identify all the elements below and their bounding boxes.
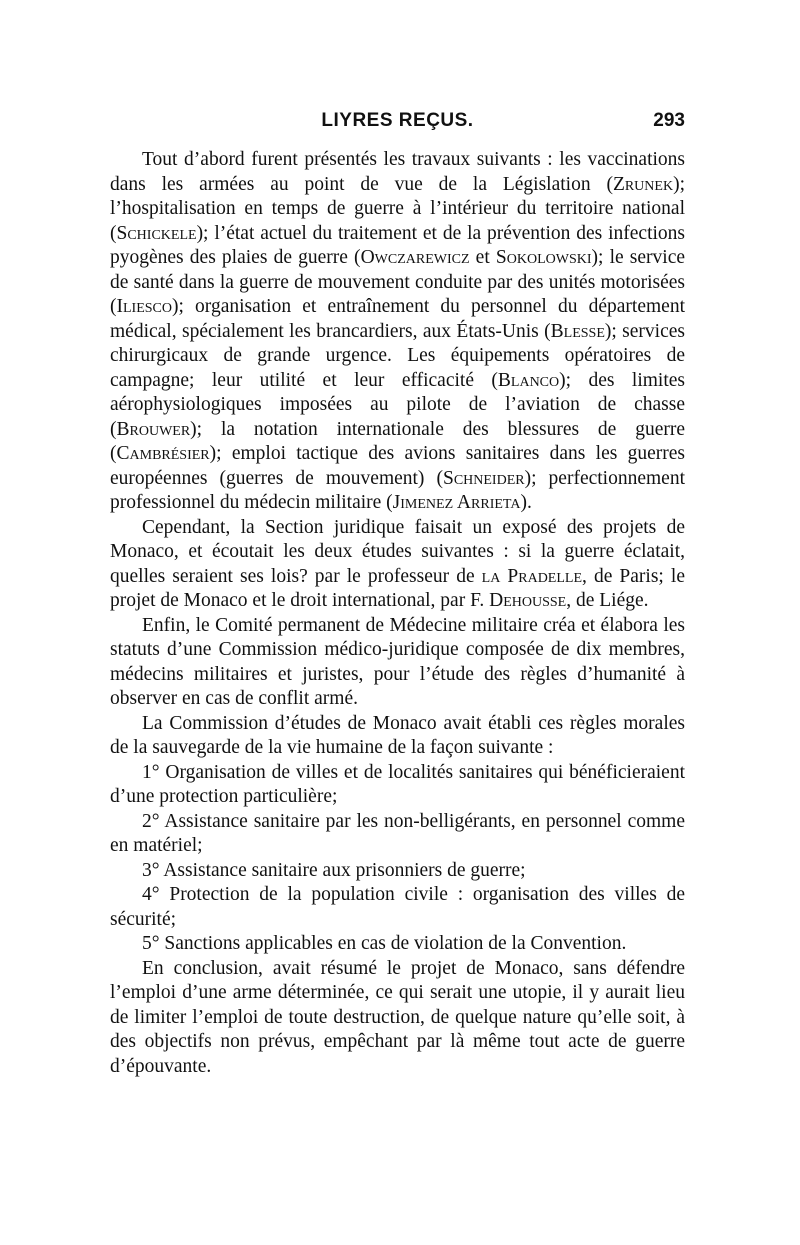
text-run: ).: [520, 492, 532, 513]
enumerated-item: [110, 883, 685, 932]
text-run: 3° Assistance sanitaire aux prisonniers de guerre;: [142, 859, 526, 881]
text-run: ); la notation internationale des blessures de guerre (: [110, 418, 685, 464]
text-run: , de Paris; le projet de Monaco et le droit international, par F.: [110, 565, 685, 611]
text-run: Cependant, la Section juridique faisait un exposé des projets de Monaco, et écoutait les deux études suivantes : si la guerre éclatait, quelles seraient ses lois? par le professeur de: [110, 516, 685, 587]
text-run: ); l’hospitalisation en temps de guerre à l’intérieur du territoire national (: [110, 173, 685, 244]
enumerated-item: [110, 810, 685, 859]
author-name: Sokolowski: [495, 247, 592, 268]
book-page: [110, 110, 685, 1079]
paragraph: [110, 957, 685, 1080]
text-run: ); des limites aérophysiologiques imposées au pilote de l’aviation de chasse (: [110, 369, 685, 440]
paragraph: [110, 614, 685, 712]
paragraph: [110, 516, 685, 614]
body-text: [110, 148, 685, 1079]
text-run: et: [469, 247, 496, 268]
author-name: Brouwer: [116, 418, 191, 440]
author-name: Schneider: [442, 467, 525, 489]
author-name: Schickele: [116, 222, 197, 244]
author-name: Cambrésier: [116, 443, 210, 464]
text-run: , de Liége.: [566, 590, 649, 611]
text-run: ); services chirurgicaux de grande urgence. Les équipements opératoires de campagne; leur utilité et leur efficacité (: [110, 320, 685, 391]
text-run: 5° Sanctions applicables en cas de violation de la Convention.: [142, 933, 627, 954]
text-run: ); perfectionnement professionnel du médecin militaire (: [110, 467, 685, 513]
enumerated-item: [110, 932, 685, 957]
text-run: Tout d’abord furent présentés les travaux suivants : les vaccinations dans les armées au point de vue de la Législation (: [110, 149, 685, 195]
author-name: Blesse: [550, 320, 605, 342]
author-name: la Pradelle: [481, 565, 583, 587]
enumerated-item: [110, 859, 685, 884]
paragraph: [110, 712, 685, 761]
text-run: La Commission d’études de Monaco avait établi ces règles morales de la sauvegarde de la vie humaine de la façon suivante :: [110, 712, 685, 758]
author-name: Dehousse: [489, 590, 567, 611]
enumerated-item: [110, 761, 685, 810]
text-run: Enfin, le Comité permanent de Médecine militaire créa et élabora les statuts d’une Commission médico-juridique composée de dix membres, médecins militaires et juristes, pour l’étude des règles d’humanité à observer en cas de conflit armé.: [110, 614, 685, 709]
author-name: Zrunek: [612, 173, 674, 195]
paragraph: [110, 148, 685, 516]
running-title: LIYRES REÇUS.: [321, 110, 474, 131]
author-name: Jimenez Arrieta: [392, 492, 521, 513]
author-name: Owczarewicz: [360, 247, 470, 268]
text-run: ); l’état actuel du traitement et de la prévention des infections pyogènes des plaies de guerre (: [110, 222, 685, 268]
text-run: ); organisation et entraînement du personnel du département médical, spécialement les brancardiers, aux États-Unis (: [110, 296, 685, 342]
author-name: Iliesco: [116, 296, 172, 317]
author-name: Blanco: [497, 369, 560, 391]
text-run: 4° Protection de la population civile : organisation des villes de sécurité;: [110, 884, 685, 930]
text-run: ); emploi tactique des avions sanitaires dans les guerres européennes (guerres de mouvement) (: [110, 443, 685, 489]
text-run: 2° Assistance sanitaire par les non-belligérants, en personnel comme en matériel;: [110, 810, 685, 856]
text-run: 1° Organisation de villes et de localités sanitaires qui bénéficieraient d’une protection particulière;: [110, 761, 685, 807]
running-head: [110, 110, 685, 142]
text-run: ); le service de santé dans la guerre de mouvement conduite par des unités motorisées (: [110, 247, 686, 317]
text-run: En conclusion, avait résumé le projet de Monaco, sans défendre l’emploi d’une arme déterminée, ce qui serait une utopie, il y aurait lieu de limiter l’emploi de toute destruction, de quelque nature qu’elle soit, à des objectifs non prévus, empêchant par là même tout acte de guerre d’épouvante.: [110, 957, 685, 1077]
page-number: 293: [653, 110, 685, 131]
